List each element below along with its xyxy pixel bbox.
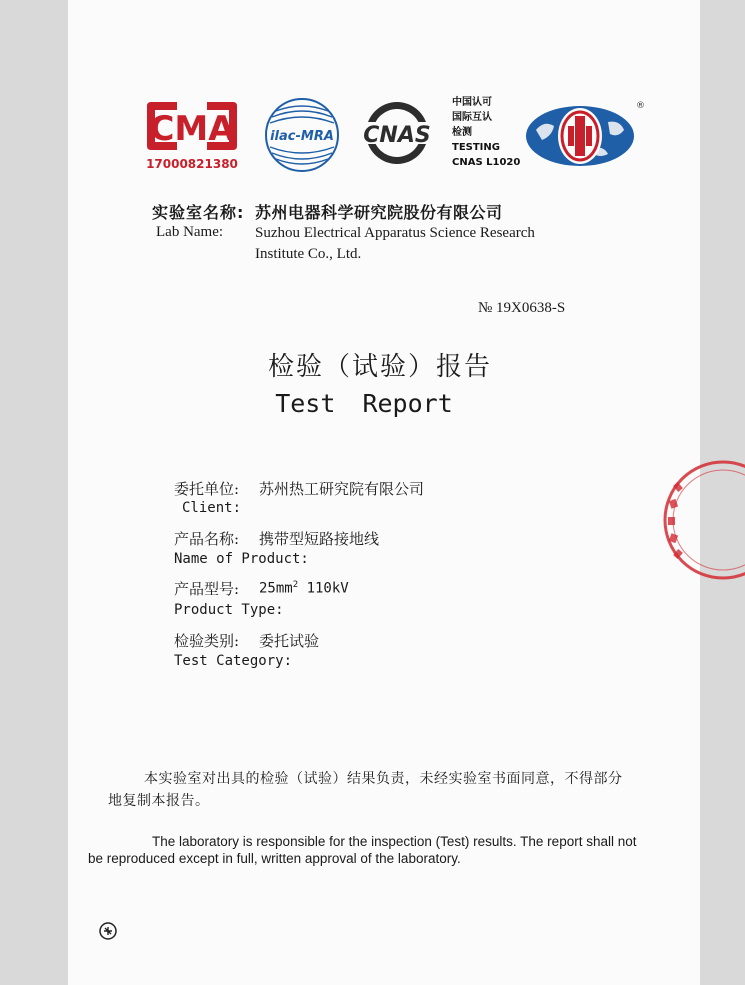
notice-cn: 本实验室对出具的检验（试验）结果负责，未经实验室书面同意，不得部分地复制本报告。: [108, 771, 623, 809]
product-type-area: 25mm: [259, 580, 293, 597]
client-value: 苏州热工研究院有限公司: [259, 480, 425, 498]
product-name-label-cn: 产品名称:: [174, 530, 240, 548]
test-category-label-cn: 检验类别:: [174, 632, 240, 650]
report-title-cn: 检验（试验）报告: [267, 352, 492, 382]
lab-label-en: Lab Name:: [156, 224, 224, 240]
lab-name-en: [255, 223, 575, 265]
cnas-accreditation-text: [452, 95, 527, 170]
product-name-value: 携带型短路接地线: [259, 530, 380, 548]
product-type-sup: 2: [292, 580, 299, 590]
cma-logo: [137, 98, 247, 172]
test-category-label-en: Test Category:: [174, 653, 293, 669]
client-label-cn: 委托单位:: [174, 480, 240, 498]
product-type-voltage: 110kV: [298, 580, 349, 597]
cnas-line: CNAS L1020: [452, 157, 521, 168]
ilac-mra-logo: [262, 95, 342, 175]
cnas-line: 检测: [452, 127, 472, 138]
cnas-line: 国际互认: [452, 112, 492, 123]
notice-en: The laboratory is responsible for the inspection (Test) results. The report shall not be reproduced except in full, written approval of the laboratory.: [88, 834, 637, 866]
cnas-line: TESTING: [452, 142, 500, 153]
client-label-en: Client:: [182, 500, 242, 516]
lab-name-en-line: Suzhou Electrical Apparatus Science Research: [255, 225, 535, 241]
product-type-label-en: Product Type:: [174, 602, 284, 618]
cnas-text: CNAS: [363, 123, 431, 148]
product-name-label-en: Name of Product:: [174, 551, 309, 567]
globe-logo: [524, 100, 644, 168]
report-title-en: Test Report: [275, 389, 453, 418]
registered-mark: ®: [636, 101, 645, 111]
cnas-line: 中国认可: [452, 97, 492, 108]
report-number: № 19X0638-S: [478, 300, 566, 316]
ilac-text: ilac-MRA: [270, 129, 334, 144]
circled-mark-icon: [98, 921, 118, 941]
cma-number: 17000821380: [146, 157, 238, 171]
lab-name-en-line: Institute Co., Ltd.: [255, 246, 362, 262]
cnas-logo: [352, 100, 442, 166]
test-category-value: 委托试验: [259, 632, 320, 650]
lab-name-cn: 苏州电器科学研究院股份有限公司: [255, 203, 503, 222]
cma-letters: CMA: [149, 109, 235, 149]
product-type-label-cn: 产品型号:: [174, 580, 240, 598]
red-seal-stamp: [655, 455, 745, 585]
product-type-value: [259, 580, 349, 597]
lab-label-cn: 实验室名称:: [152, 203, 245, 222]
